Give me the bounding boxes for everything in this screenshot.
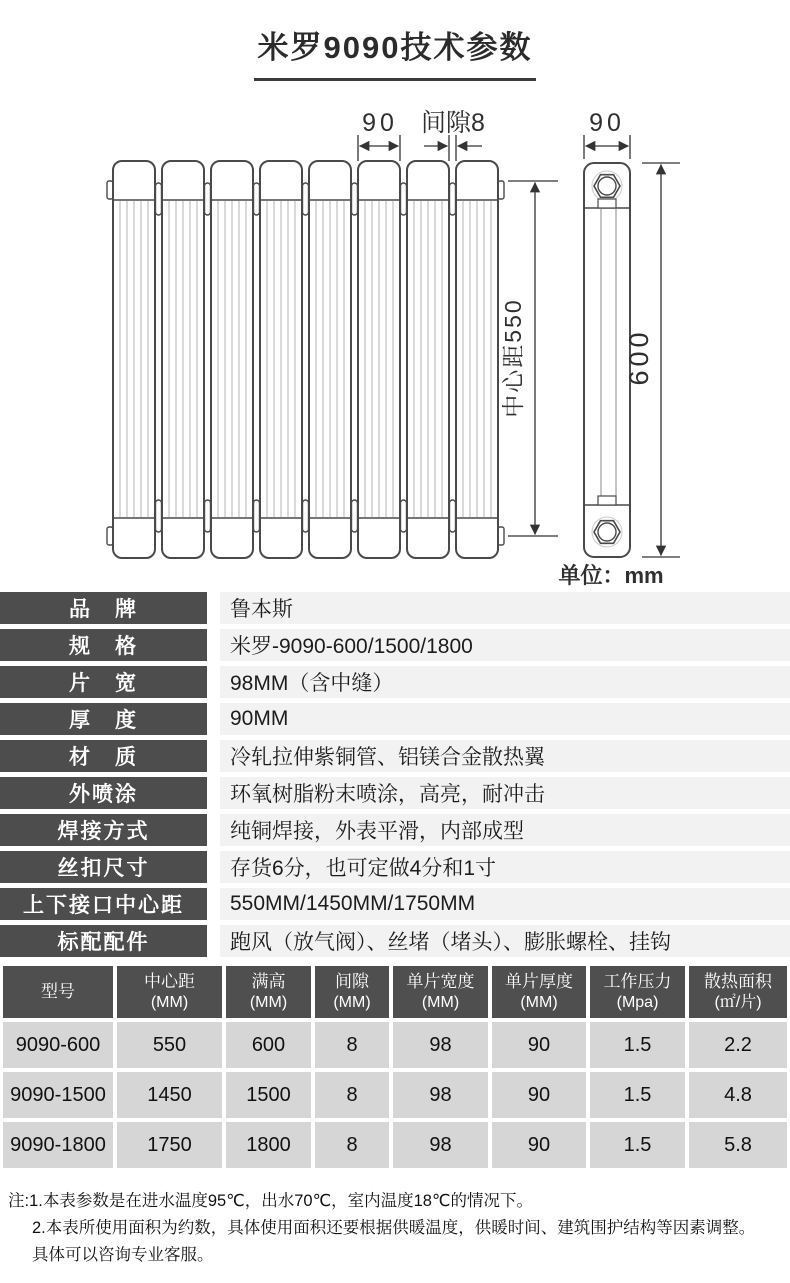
table-cell: 98 — [393, 1072, 488, 1118]
table-cell: 9090-1500 — [3, 1072, 113, 1118]
header-title: 满高 — [251, 972, 286, 992]
radiator-technical-drawing — [0, 95, 790, 590]
spec-row-thread — [0, 851, 790, 883]
dim-label-height: 600 — [624, 328, 654, 386]
table-cell: 5.8 — [689, 1122, 787, 1168]
spec-row-width — [0, 666, 790, 698]
spec-label: 材 质 — [0, 740, 207, 772]
spec-row-port-distance — [0, 888, 790, 920]
header-title: 工作压力 — [603, 972, 672, 992]
table-cell: 1.5 — [590, 1072, 685, 1118]
table-cell: 1450 — [117, 1072, 222, 1118]
spec-value: 纯铜焊接，外表平滑，内部成型 — [220, 814, 790, 846]
table-cell: 8 — [315, 1122, 389, 1168]
table-cell: 9090-1800 — [3, 1122, 113, 1168]
table-cell: 8 — [315, 1072, 389, 1118]
header-unit: (MM) — [150, 993, 189, 1011]
spec-row-thickness — [0, 703, 790, 735]
table-cell: 600 — [226, 1022, 311, 1068]
header-title: 散热面积 — [704, 972, 772, 992]
footnote-line-1: 注:1.本表参数是在进水温度95℃，出水70℃，室内温度18℃的情况下。 — [8, 1192, 533, 1210]
spec-label: 厚 度 — [0, 703, 207, 735]
spec-value: 环氧树脂粉末喷涂，高亮，耐冲击 — [220, 777, 790, 809]
spec-row-model — [0, 629, 790, 661]
spec-value: 98MM（含中缝） — [220, 666, 790, 698]
spec-label: 焊接方式 — [0, 814, 207, 846]
table-cell: 1500 — [226, 1072, 311, 1118]
spec-list — [0, 592, 790, 962]
header-unit: (MM) — [249, 993, 288, 1011]
header-unit: (㎡/片) — [714, 993, 762, 1011]
header-title: 间隙 — [335, 972, 369, 992]
table-header-heating-area — [689, 966, 787, 1018]
table-header-model — [3, 966, 113, 1018]
spec-value: 90MM — [220, 703, 790, 735]
spec-label: 片 宽 — [0, 666, 207, 698]
table-cell: 8 — [315, 1022, 389, 1068]
title-wrap — [0, 22, 790, 81]
table-header-gap — [315, 966, 389, 1018]
spec-label: 规 格 — [0, 629, 207, 661]
header-unit: (MM) — [421, 993, 460, 1011]
spec-row-coating — [0, 777, 790, 809]
header-title: 单片宽度 — [406, 972, 475, 992]
spec-value: 存货6分，也可定做4分和1寸 — [220, 851, 790, 883]
page-title: 米罗9090技术参数 — [254, 22, 537, 81]
table-cell: 550 — [117, 1022, 222, 1068]
table-cell: 1.5 — [590, 1122, 685, 1168]
dim-label-gap: 间隙8 — [421, 109, 485, 137]
table-header-section-thickness — [492, 966, 586, 1018]
spec-value: 550MM/1450MM/1750MM — [220, 888, 790, 920]
unit-label: 单位：mm — [558, 563, 664, 588]
spec-label: 上下接口中心距 — [0, 888, 207, 920]
table-cell: 1.5 — [590, 1022, 685, 1068]
spec-value: 跑风（放气阀）、丝堵（堵头）、膨胀螺栓、挂钩 — [220, 925, 790, 957]
table-header-working-pressure — [590, 966, 685, 1018]
spec-label: 丝扣尺寸 — [0, 851, 207, 883]
footnotes — [8, 1188, 784, 1270]
parameters-table — [3, 966, 787, 1168]
table-header-section-width — [393, 966, 488, 1018]
header-unit: (MM) — [520, 993, 558, 1011]
table-cell: 90 — [492, 1122, 586, 1168]
table-cell: 1750 — [117, 1122, 222, 1168]
table-cell: 90 — [492, 1022, 586, 1068]
spec-value: 米罗-9090-600/1500/1800 — [220, 629, 790, 661]
spec-label: 外喷涂 — [0, 777, 207, 809]
table-cell: 98 — [393, 1122, 488, 1168]
spec-row-brand — [0, 592, 790, 624]
footnote-line-2: 2.本表所使用面积为约数，具体使用面积还要根据供暖温度，供暖时间、建筑围护结构等因素调整。 — [32, 1219, 756, 1238]
dim-label-side-width: 90 — [589, 109, 625, 137]
dim-label-center-distance: 中心距550 — [500, 298, 526, 418]
table-cell: 90 — [492, 1072, 586, 1118]
header-title: 单片厚度 — [505, 972, 573, 992]
footnote-line-3: 具体可以咨询专业客服。 — [32, 1246, 214, 1265]
table-cell: 2.2 — [689, 1022, 787, 1068]
header-title: 型号 — [41, 982, 75, 1002]
spec-value: 冷轧拉伸紫铜管、铝镁合金散热翼 — [220, 740, 790, 772]
header-title: 中心距 — [144, 972, 195, 992]
header-unit: (MM) — [333, 993, 371, 1011]
table-cell: 98 — [393, 1022, 488, 1068]
spec-value: 鲁本斯 — [220, 592, 790, 624]
dim-label-fin-width: 90 — [362, 109, 398, 137]
table-cell: 9090-600 — [3, 1022, 113, 1068]
header-unit: (Mpa) — [616, 993, 659, 1011]
table-header-full-height — [226, 966, 311, 1018]
spec-label: 品 牌 — [0, 592, 207, 624]
table-header-center-distance — [117, 966, 222, 1018]
spec-row-welding — [0, 814, 790, 846]
radiator-front-view — [113, 161, 498, 558]
table-cell: 4.8 — [689, 1072, 787, 1118]
spec-row-accessories — [0, 925, 790, 957]
spec-label: 标配配件 — [0, 925, 207, 957]
table-cell: 1800 — [226, 1122, 311, 1168]
spec-row-material — [0, 740, 790, 772]
